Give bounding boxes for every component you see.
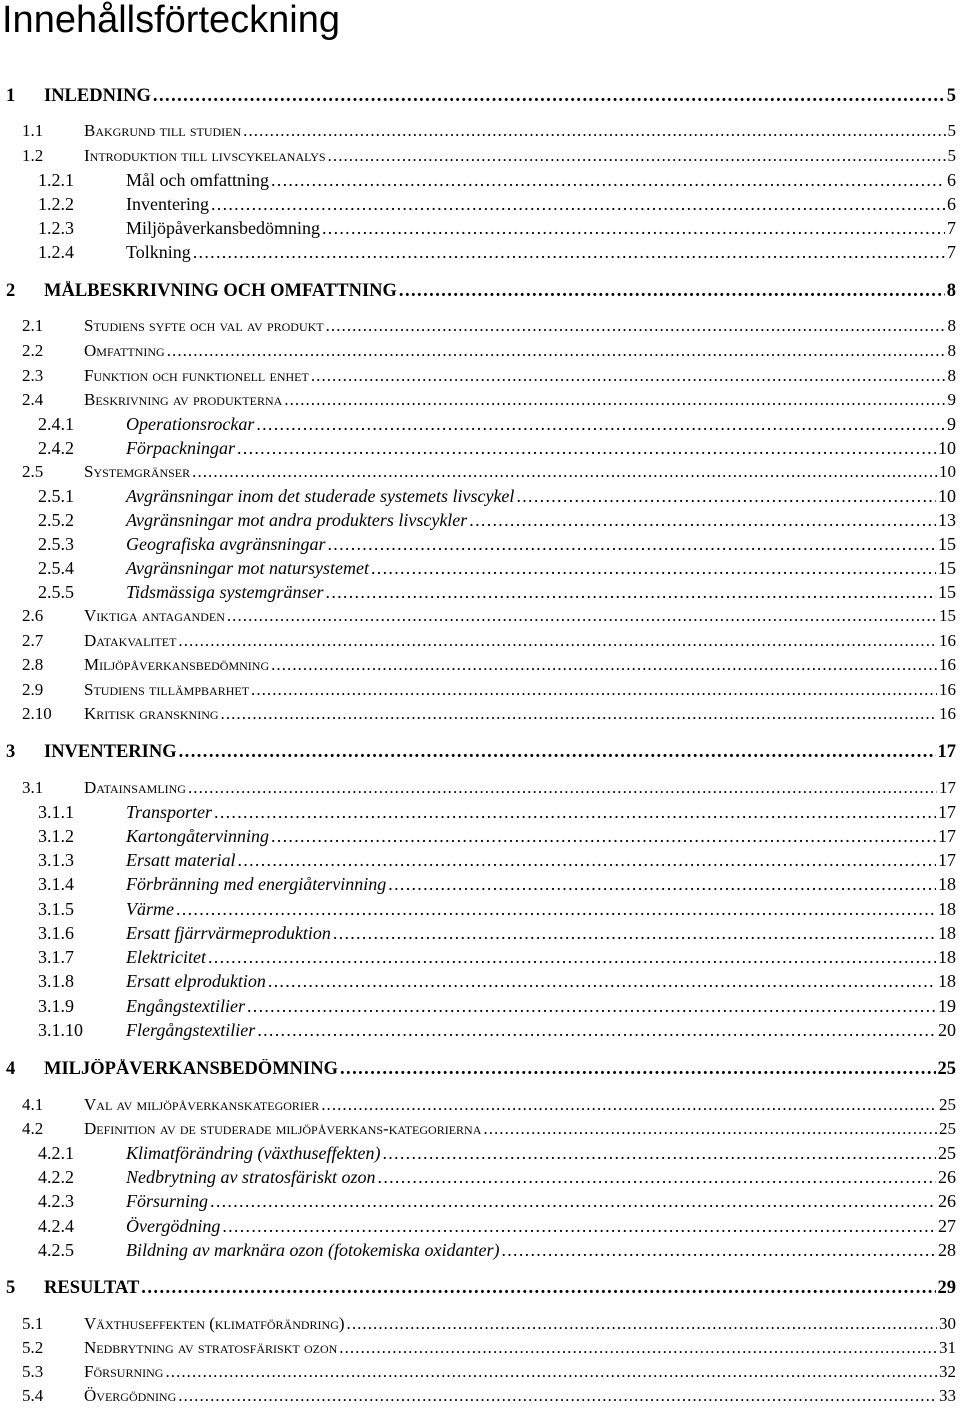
toc-entry-label: Värme — [126, 899, 174, 919]
toc-entry[interactable] — [6, 86, 956, 107]
toc-entry-page: 26 — [938, 1167, 956, 1187]
toc-entry-page: 16 — [939, 680, 956, 699]
dot-leader — [271, 655, 937, 675]
toc-entry[interactable] — [22, 146, 956, 166]
dot-leader — [178, 631, 937, 651]
toc-entry-number: 5.4 — [22, 1386, 44, 1405]
toc-entry-label: Nedbrytning av stratosfäriskt ozon — [84, 1338, 338, 1357]
toc-entry-number: 5.1 — [22, 1314, 44, 1333]
dot-leader — [347, 1314, 937, 1334]
toc-entry-page: 16 — [939, 704, 956, 723]
toc-entry-page: 10 — [939, 462, 956, 481]
toc-entry-label: Avgränsningar mot andra produkters livscykler — [126, 510, 468, 530]
dot-leader — [251, 680, 937, 700]
toc-entry-number: 3.1.1 — [38, 802, 74, 822]
toc-entry-number: 5.3 — [22, 1362, 44, 1381]
dot-leader — [167, 341, 946, 361]
dot-leader — [188, 778, 937, 798]
dot-leader — [210, 1191, 936, 1212]
toc-entry-page: 5 — [947, 121, 956, 140]
toc-entry-number: 2.4 — [22, 390, 44, 409]
toc-entry-label: Förbränning med energiåtervinning — [126, 874, 387, 894]
toc-entry-number: 4.2.2 — [38, 1167, 74, 1187]
toc-entry-label: Datainsamling — [84, 778, 186, 797]
dot-leader — [399, 281, 945, 302]
dot-leader — [153, 86, 945, 107]
toc-entry-label: Omfattning — [84, 341, 165, 360]
dot-leader — [193, 242, 945, 263]
toc-entry-number: 1.2 — [22, 146, 44, 165]
toc-entry[interactable] — [6, 1059, 956, 1080]
dot-leader — [211, 194, 945, 215]
toc-entry-label: Försurning — [84, 1362, 164, 1381]
toc-entry[interactable] — [38, 486, 956, 507]
toc-entry-label: INLEDNING — [44, 86, 151, 106]
toc-entry-label: Viktiga antaganden — [84, 606, 225, 625]
dot-leader — [321, 1095, 937, 1115]
toc-entry-label: Ersatt fjärrvärmeproduktion — [126, 923, 331, 943]
dot-leader — [388, 874, 936, 895]
toc-entry[interactable] — [38, 850, 956, 871]
toc-entry-label: RESULTAT — [44, 1278, 140, 1298]
toc-entry-page: 7 — [947, 218, 956, 238]
toc-entry-page: 8 — [947, 341, 956, 360]
toc-entry-page: 19 — [938, 996, 956, 1016]
dot-leader — [339, 1338, 937, 1358]
toc-entry-label: Ersatt material — [126, 850, 236, 870]
toc-entry-number: 2.8 — [22, 655, 44, 674]
toc-entry-label: Miljöpåverkansbedömning — [126, 218, 320, 238]
toc-entry-page: 5 — [946, 86, 956, 106]
toc-entry-page: 31 — [939, 1338, 956, 1357]
toc-entry-label: MILJÖPÅVERKANSBEDÖMNING — [44, 1059, 338, 1079]
toc-entry-label: Transporter — [126, 802, 213, 822]
toc-entry-number: 4.1 — [22, 1095, 44, 1114]
dot-leader — [268, 971, 936, 992]
toc-entry[interactable] — [22, 366, 956, 386]
toc-entry-page: 15 — [938, 558, 956, 578]
toc-entry-number: 2.6 — [22, 606, 44, 625]
toc-entry[interactable] — [38, 874, 956, 895]
toc-entry[interactable] — [22, 778, 956, 798]
toc-entry-number: 2.5.2 — [38, 510, 74, 530]
toc-entry[interactable] — [38, 194, 956, 215]
toc-entry-page: 26 — [938, 1191, 956, 1211]
dot-leader — [243, 121, 945, 141]
toc-entry[interactable] — [22, 1338, 956, 1358]
toc-entry[interactable] — [6, 281, 956, 302]
dot-leader — [271, 826, 936, 847]
toc-entry-number: 4.2.1 — [38, 1143, 74, 1163]
toc-entry-page: 15 — [938, 534, 956, 554]
dot-leader — [237, 438, 936, 459]
toc-entry[interactable] — [38, 242, 956, 263]
toc-entry-number: 3 — [6, 742, 16, 762]
toc-entry-label: Klimatförändring (växthuseffekten) — [126, 1143, 381, 1163]
toc-entry-number: 3.1.6 — [38, 923, 74, 943]
dot-leader — [176, 899, 936, 920]
toc-entry-page: 17 — [938, 802, 956, 822]
dot-leader — [328, 534, 937, 555]
toc-entry[interactable] — [22, 631, 956, 651]
toc-entry[interactable] — [22, 606, 956, 626]
toc-entry[interactable] — [38, 1216, 956, 1237]
toc-entry-page: 33 — [939, 1386, 956, 1405]
toc-entry-label: Bildning av marknära ozon (fotokemiska oxidanter) — [126, 1240, 500, 1260]
toc-entry-number: 4.2.5 — [38, 1240, 74, 1260]
toc-entry-page: 10 — [938, 438, 956, 458]
toc-entry-page: 16 — [939, 631, 956, 650]
toc-entry-label: Introduktion till livscykelanalys — [84, 146, 326, 165]
toc-entry-label: Beskrivning av produkterna — [84, 390, 283, 409]
toc-entry-number: 2.4.1 — [38, 414, 74, 434]
dot-leader — [382, 1143, 936, 1164]
toc-entry[interactable] — [38, 947, 956, 968]
toc-entry-page: 16 — [939, 655, 956, 674]
page-title: Innehållsförteckning — [2, 0, 340, 41]
toc-entry-label: Studiens syfte och val av produkt — [84, 316, 324, 335]
toc-entry[interactable] — [22, 680, 956, 700]
dot-leader — [214, 802, 936, 823]
toc-entry-page: 6 — [947, 194, 956, 214]
toc-entry-number: 3.1.7 — [38, 947, 74, 967]
dot-leader — [328, 146, 946, 166]
dot-leader — [257, 1020, 936, 1041]
toc-entry-number: 3.1.10 — [38, 1020, 83, 1040]
toc-entry-number: 2.5.1 — [38, 486, 74, 506]
toc-entry-label: Försurning — [126, 1191, 209, 1211]
dot-leader — [378, 1167, 936, 1188]
toc-entry[interactable] — [38, 1020, 956, 1041]
toc-entry[interactable] — [22, 462, 956, 482]
toc-entry-number: 5.2 — [22, 1338, 44, 1357]
toc-entry-label: Definition av de studerade miljöpåverkans-kategorierna — [84, 1119, 482, 1138]
toc-entry[interactable] — [38, 923, 956, 944]
toc-entry-number: 3.1.9 — [38, 996, 74, 1016]
toc-entry[interactable] — [38, 558, 956, 579]
toc-entry-page: 9 — [947, 390, 956, 409]
toc-entry[interactable] — [38, 582, 956, 603]
toc-entry-label: Datakvalitet — [84, 631, 177, 650]
toc-entry-page: 18 — [938, 947, 956, 967]
toc-entry-label: Ersatt elproduktion — [126, 971, 266, 991]
toc-entry[interactable] — [38, 802, 956, 823]
toc-entry-page: 28 — [938, 1240, 956, 1260]
toc-entry-page: 17 — [939, 778, 956, 797]
toc-entry-number: 3.1.3 — [38, 850, 74, 870]
toc-entry-page: 15 — [938, 582, 956, 602]
toc-entry-number: 2.3 — [22, 366, 44, 385]
toc-entry-number: 2.5.5 — [38, 582, 74, 602]
toc-entry-number: 4.2.3 — [38, 1191, 74, 1211]
toc-entry-label: Funktion och funktionell enhet — [84, 366, 309, 385]
toc-entry[interactable] — [22, 1095, 956, 1115]
toc-entry[interactable] — [38, 1143, 956, 1164]
toc-entry[interactable] — [38, 1240, 956, 1261]
dot-leader — [227, 606, 937, 626]
dot-leader — [141, 1278, 935, 1299]
toc-entry-page: 32 — [939, 1362, 956, 1381]
toc-entry-label: Miljöpåverkansbedömning — [84, 655, 270, 674]
toc-entry-number: 2.4.2 — [38, 438, 74, 458]
dot-leader — [238, 850, 936, 871]
toc-entry-page: 7 — [947, 242, 956, 262]
toc-entry-page: 8 — [946, 281, 956, 301]
toc-entry-page: 15 — [939, 606, 956, 625]
toc-entry-number: 2.5.4 — [38, 558, 74, 578]
dot-leader — [501, 1240, 936, 1261]
toc-entry-label: Engångstextilier — [126, 996, 245, 1016]
toc-entry-page: 20 — [938, 1020, 956, 1040]
dot-leader — [247, 996, 936, 1017]
toc-entry-page: 30 — [939, 1314, 956, 1333]
toc-entry-label: Geografiska avgränsningar — [126, 534, 326, 554]
toc-entry-number: 1.1 — [22, 121, 44, 140]
toc-entry[interactable] — [38, 826, 956, 847]
toc-entry-page: 8 — [947, 316, 956, 335]
toc-entry-number: 1.2.3 — [38, 218, 74, 238]
toc-entry-page: 6 — [947, 170, 956, 190]
toc-entry-page: 18 — [938, 971, 956, 991]
toc-entry-label: Kartongåtervinning — [126, 826, 269, 846]
dot-leader — [165, 1362, 937, 1382]
toc-entry-number: 2 — [6, 281, 16, 301]
toc-entry[interactable] — [22, 121, 956, 141]
toc-entry[interactable] — [38, 534, 956, 555]
toc-entry-number: 2.7 — [22, 631, 44, 650]
toc-entry-number: 1 — [6, 86, 16, 106]
toc-entry-number: 4.2 — [22, 1119, 44, 1138]
toc-entry[interactable] — [38, 218, 956, 239]
toc-entry-label: Övergödning — [84, 1386, 177, 1405]
dot-leader — [326, 582, 936, 603]
toc-entry-number: 3.1.8 — [38, 971, 74, 991]
toc-entry-label: Avgränsningar inom det studerade systemets livscykel — [126, 486, 515, 506]
dot-leader — [271, 170, 945, 191]
toc-entry[interactable] — [38, 971, 956, 992]
toc-entry-label: Förpackningar — [126, 438, 235, 458]
toc-entry-number: 4.2.4 — [38, 1216, 74, 1236]
dot-leader — [340, 1059, 936, 1080]
dot-leader — [469, 510, 936, 531]
toc-entry-label: Systemgränser — [84, 462, 191, 481]
toc-entry-label: Tidsmässiga systemgränser — [126, 582, 324, 602]
toc-entry-number: 5 — [6, 1278, 16, 1298]
toc-entry-number: 2.10 — [22, 704, 52, 723]
toc-entry[interactable] — [38, 1167, 956, 1188]
toc-entry[interactable] — [38, 438, 956, 459]
toc-entry[interactable] — [22, 1314, 956, 1334]
toc-entry-label: Operationsrockar — [126, 414, 255, 434]
toc-entry-number: 1.2.1 — [38, 170, 74, 190]
toc-entry-page: 10 — [938, 486, 956, 506]
toc-entry-label: Studiens tillämpbarhet — [84, 680, 250, 699]
toc-entry-number: 1.2.2 — [38, 194, 74, 214]
toc-entry-page: 25 — [939, 1119, 956, 1138]
toc-entry-number: 2.5 — [22, 462, 44, 481]
toc-entry[interactable] — [38, 899, 956, 920]
toc-entry-label: Mål och omfattning — [126, 170, 269, 190]
dot-leader — [221, 704, 937, 724]
toc-entry-number: 2.2 — [22, 341, 44, 360]
toc-entry-number: 3.1.2 — [38, 826, 74, 846]
dot-leader — [284, 390, 945, 410]
toc-entry[interactable] — [22, 316, 956, 336]
toc-entry[interactable] — [22, 704, 956, 724]
toc-entry[interactable] — [22, 341, 956, 361]
toc-entry-page: 18 — [938, 899, 956, 919]
dot-leader — [516, 486, 936, 507]
dot-leader — [333, 923, 936, 944]
toc-entry[interactable] — [38, 996, 956, 1017]
toc-entry[interactable] — [22, 390, 956, 410]
toc-entry-page: 25 — [937, 1059, 956, 1079]
dot-leader — [371, 558, 936, 579]
dot-leader — [483, 1119, 937, 1139]
toc-entry-label: Växthuseffekten (klimatförändring) — [84, 1314, 345, 1333]
dot-leader — [256, 414, 945, 435]
toc-entry-page: 9 — [947, 414, 956, 434]
dot-leader — [326, 316, 946, 336]
toc-entry[interactable] — [38, 1191, 956, 1212]
toc-entry-label: Nedbrytning av stratosfäriskt ozon — [126, 1167, 376, 1187]
toc-entry-page: 17 — [938, 826, 956, 846]
toc-entry-number: 2.1 — [22, 316, 44, 335]
toc-entry-label: Kritisk granskning — [84, 704, 219, 723]
toc-entry-page: 25 — [938, 1143, 956, 1163]
dot-leader — [179, 742, 936, 763]
toc-entry-number: 3.1.5 — [38, 899, 74, 919]
toc-entry-page: 27 — [938, 1216, 956, 1236]
toc-entry[interactable] — [22, 1386, 956, 1406]
dot-leader — [192, 462, 937, 482]
toc-entry-number: 2.9 — [22, 680, 44, 699]
toc-entry[interactable] — [22, 655, 956, 675]
toc-entry-label: Bakgrund till studien — [84, 121, 242, 140]
toc-entry-number: 2.5.3 — [38, 534, 74, 554]
toc-entry[interactable] — [22, 1119, 956, 1139]
toc-entry[interactable] — [38, 510, 956, 531]
toc-entry-label: INVENTERING — [44, 742, 177, 762]
toc-entry-number: 3.1 — [22, 778, 44, 797]
dot-leader — [322, 218, 945, 239]
toc-entry[interactable] — [38, 414, 956, 435]
toc-entry-label: Tolkning — [126, 242, 191, 262]
toc-entry[interactable] — [22, 1362, 956, 1382]
toc-entry-page: 18 — [938, 923, 956, 943]
toc-entry-label: Val av miljöpåverkanskategorier — [84, 1095, 320, 1114]
toc-entry-page: 25 — [939, 1095, 956, 1114]
toc-entry-label: Elektricitet — [126, 947, 206, 967]
toc-entry-page: 13 — [938, 510, 956, 530]
toc-entry-number: 3.1.4 — [38, 874, 74, 894]
dot-leader — [222, 1216, 936, 1237]
dot-leader — [208, 947, 936, 968]
toc-entry-label: MÅLBESKRIVNING OCH OMFATTNING — [44, 281, 397, 301]
dot-leader — [311, 366, 946, 386]
toc-entry-label: Avgränsningar mot natursystemet — [126, 558, 369, 578]
toc-entry-page: 17 — [937, 742, 956, 762]
toc-entry-label: Inventering — [126, 194, 209, 214]
toc-entry-page: 8 — [947, 366, 956, 385]
toc-entry-number: 1.2.4 — [38, 242, 74, 262]
toc-entry-label: Flergångstextilier — [126, 1020, 256, 1040]
toc-entry[interactable] — [6, 1278, 956, 1299]
toc-entry-page: 5 — [947, 146, 956, 165]
toc-entry-page: 17 — [938, 850, 956, 870]
toc-entry-number: 4 — [6, 1059, 16, 1079]
toc-entry-label: Övergödning — [126, 1216, 221, 1236]
toc-entry[interactable] — [6, 742, 956, 763]
toc-entry[interactable] — [38, 170, 956, 191]
toc-entry-page: 29 — [937, 1278, 956, 1298]
toc-entry-page: 18 — [938, 874, 956, 894]
dot-leader — [178, 1386, 937, 1406]
